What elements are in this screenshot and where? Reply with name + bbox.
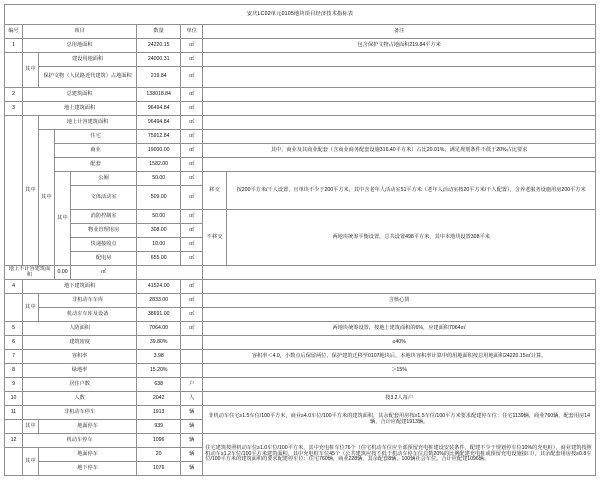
row-remark: [203, 158, 596, 172]
row-unit: ㎡: [181, 210, 203, 224]
row-index: 9: [5, 378, 23, 392]
row-quantity: 3.98: [137, 350, 181, 364]
row-remark: 包含保护文物占地面积219.84平方米: [203, 39, 596, 53]
row-unit: 辆: [181, 420, 203, 434]
table-row: [5, 53, 596, 67]
table-row: [5, 266, 596, 280]
row-remark: ≤40%: [203, 336, 596, 350]
table-row: [5, 336, 596, 350]
row-unit: 辆: [181, 406, 203, 420]
row-item: 地下停车: [39, 462, 137, 476]
row-index-blank: [5, 116, 23, 266]
row-quantity: 219.84: [137, 67, 181, 88]
row-unit: ㎡: [181, 238, 203, 252]
group-label-qizhong: 其中: [23, 53, 39, 88]
row-index: 4: [5, 280, 23, 294]
row-quantity: 2042: [137, 392, 181, 406]
row-unit: ㎡: [181, 53, 203, 67]
row-quantity: 638: [137, 378, 181, 392]
row-unit: ㎡: [181, 144, 203, 158]
row-item: 配套: [55, 158, 137, 172]
row-remark: 两地块统筹设置，按地上建筑面积的6%，应建面积7064㎡: [203, 322, 596, 336]
row-quantity: 1076: [137, 462, 181, 476]
row-quantity: 39.80%: [137, 336, 181, 350]
row-unit: ㎡: [181, 67, 203, 88]
row-unit: [181, 364, 203, 378]
header-item: 项目: [23, 25, 137, 39]
row-item: 居住户数: [23, 378, 137, 392]
row-quantity: 20: [137, 448, 181, 462]
row-remark: [203, 102, 596, 116]
row-item: 总建筑面积: [23, 88, 137, 102]
row-remark: ＞15%: [203, 364, 596, 378]
group-label-qizhong: 其中: [23, 294, 39, 322]
row-unit: ㎡: [71, 266, 137, 280]
row-item: 文体活动室: [71, 186, 137, 210]
row-item: 地上建筑面积: [23, 102, 137, 116]
row-quantity: 24220.15: [137, 39, 181, 53]
row-remark: 两地块统筹平衡设置，总共设置498平方米，其中本地块设置308平米: [227, 210, 596, 266]
table-row: [5, 210, 596, 224]
row-item: 商业: [55, 144, 137, 158]
row-quantity: 655.00: [137, 252, 181, 266]
header-index: 编号: [5, 25, 23, 39]
table-row: [5, 102, 596, 116]
row-item: 地上计容建筑面积: [39, 116, 137, 130]
row-unit: ㎡: [181, 322, 203, 336]
table-row: [5, 116, 596, 130]
row-quantity: 509.00: [137, 186, 181, 210]
row-item: 人防面积: [23, 322, 137, 336]
group-label-qizhong: 其中: [23, 420, 39, 434]
row-item: 住宅: [55, 130, 137, 144]
row-unit: ㎡: [181, 280, 203, 294]
page-title: 安庆LC02单元0105地块项目经济技术指标表: [5, 5, 596, 25]
row-item: 机动车停车: [23, 434, 137, 448]
row-quantity: 0.00: [55, 266, 71, 280]
row-remark: 其中，商业及其商业配套（含商业商务配套设施316.40平方米）占比20.01%，满足规划条件不低于20%占比要求: [203, 144, 596, 158]
row-unit: 辆: [181, 434, 203, 448]
row-quantity: 41524.00: [137, 280, 181, 294]
row-unit: [181, 336, 203, 350]
row-remark: 住宅建筑按照机动车位≥1.0车位/100平方米，其中充电桩车位76个（住宅机动车位应全部预留充电桩建设安装条件，配建不少于规划停车位10%的充电桩），商业建筑按照机动车≥1.2车位/100平方米建筑面积，其中充电桩车位45个（公共建筑应按不低于机动车停车位总数20%的比例配建充电桩或预留充电设施接口），其余配套用房按≥0.8车位/100平方米的建筑面积的要求配建停车位：住宅760辆，商业228辆，其余配套8辆，100辆社会车位。合计应配建1096辆。: [203, 434, 596, 476]
table-row: [5, 130, 596, 144]
row-quantity: 1913: [137, 406, 181, 420]
row-item: 保护文物（人民路近代建筑）占地面积: [39, 67, 137, 88]
group-label-qizhong: 其中: [23, 116, 39, 266]
row-remark: 容积率＜4.0，小数点后保留两位，保护建筑迁移至0107地块后，本地块容积率计算中的用地面积按总用地面积24220.15㎡计算。: [203, 350, 596, 364]
row-item: 机动车车库及设备: [39, 308, 137, 322]
row-item: 公厕: [71, 172, 137, 186]
row-index: 10: [5, 392, 23, 406]
row-index-blank: [5, 294, 23, 322]
table-row: [5, 392, 596, 406]
row-unit: ㎡: [181, 102, 203, 116]
row-index: 1: [5, 39, 23, 53]
row-quantity: 96494.84: [137, 116, 181, 130]
row-item: 物业管理用房: [71, 224, 137, 238]
row-item: 非机动车车库: [39, 294, 137, 308]
table-row: [5, 67, 596, 88]
row-unit: ㎡: [181, 130, 203, 144]
row-item: 快递接收点: [71, 238, 137, 252]
handover-label-yijiao: 移交: [203, 172, 227, 210]
row-index: 8: [5, 364, 23, 378]
row-quantity: 7064.00: [137, 322, 181, 336]
table-row: [5, 322, 596, 336]
row-item: 人数: [23, 392, 137, 406]
row-unit: ㎡: [181, 294, 203, 308]
row-item: 总用地面积: [23, 39, 137, 53]
row-unit: 户: [181, 378, 203, 392]
table-row: [5, 88, 596, 102]
table-row: [5, 172, 596, 186]
row-remark: [137, 266, 203, 280]
row-index-blank: [5, 448, 23, 476]
row-remark: [203, 53, 596, 67]
table-row: [5, 350, 596, 364]
row-index: 7: [5, 350, 23, 364]
row-index: 6: [5, 336, 23, 350]
row-remark: 按200平方米/千人设置，且单块不少于200平方米，其中含老年人活动室51平方米（老年人活动室按20平方米/千人配置），含养老服务设施用房200平方米: [227, 172, 596, 210]
row-index-blank: [5, 53, 23, 88]
row-index: 3: [5, 102, 23, 116]
row-item: 地上不计容建筑面积: [5, 266, 55, 280]
row-unit: ㎡: [181, 158, 203, 172]
row-quantity: 2833.00: [137, 294, 181, 308]
row-quantity: 50.00: [137, 172, 181, 186]
row-quantity: 939: [137, 420, 181, 434]
header-remark: 备注: [203, 25, 596, 39]
row-unit: ㎡: [181, 88, 203, 102]
row-unit: [181, 350, 203, 364]
header-quantity: 数量: [137, 25, 181, 39]
row-item: 消防控制室: [71, 210, 137, 224]
row-unit: 人: [181, 392, 203, 406]
row-remark: 按3.2人每户: [203, 392, 596, 406]
row-item: 建筑密度: [23, 336, 137, 350]
row-unit: ㎡: [181, 39, 203, 53]
row-quantity: 308.00: [137, 224, 181, 238]
row-item: 配电房: [71, 252, 137, 266]
table-row: [5, 144, 596, 158]
row-index-blank: [5, 420, 23, 434]
row-remark: [203, 308, 596, 322]
economic-indicators-table: [4, 4, 596, 476]
table-row: [5, 294, 596, 308]
group-label-qizhong-inner: 其中: [39, 130, 55, 266]
table-row: [5, 308, 596, 322]
row-index: 11: [5, 406, 23, 420]
row-remark: 含核心筒: [203, 294, 596, 308]
row-item: 绿地率: [23, 364, 137, 378]
row-unit: ㎡: [181, 172, 203, 186]
row-unit: ㎡: [181, 224, 203, 238]
row-quantity: 138018.84: [137, 88, 181, 102]
row-unit: ㎡: [181, 252, 203, 266]
row-quantity: 10.00: [137, 238, 181, 252]
row-quantity: 15.20%: [137, 364, 181, 378]
row-item: 地下建筑面积: [23, 280, 137, 294]
row-quantity: 50.00: [137, 210, 181, 224]
table-row: [5, 39, 596, 53]
row-remark: [203, 378, 596, 392]
row-item: 容积率: [23, 350, 137, 364]
row-quantity: 96494.84: [137, 102, 181, 116]
row-quantity: 1096: [137, 434, 181, 448]
row-unit: ㎡: [181, 308, 203, 322]
handover-label-buyijiao: 不移交: [203, 210, 227, 266]
row-item: 非机动车停车: [23, 406, 137, 420]
table-row: [5, 434, 596, 448]
row-unit: 辆: [181, 448, 203, 462]
row-remark: 非机动车住宅≥1.5车位/100平方米，商业≥4.0车位/100平方米的建筑面积，其余配套用房按≥1.5车位/100平方米要求配建停车位：住宅1139辆，商业760辆，配套用房14辆，合计应配建1913辆。: [203, 406, 596, 434]
row-remark: [203, 280, 596, 294]
row-item: 地面停车: [39, 448, 137, 462]
row-item: 建设用地面积: [39, 53, 137, 67]
row-unit: 辆: [181, 462, 203, 476]
row-unit: ㎡: [181, 116, 203, 130]
row-index: 2: [5, 88, 23, 102]
table-row: [5, 378, 596, 392]
group-label-qizhong-deep: 其中: [55, 172, 71, 266]
row-remark: [203, 116, 596, 130]
group-label-qizhong: 其中: [23, 448, 39, 476]
table-row: [5, 364, 596, 378]
row-index: 5: [5, 322, 23, 336]
row-quantity: 24000.31: [137, 53, 181, 67]
table-header-row: [5, 25, 596, 39]
row-remark: [203, 88, 596, 102]
header-unit: 单位: [181, 25, 203, 39]
row-remark: [203, 67, 596, 88]
table-row: [5, 280, 596, 294]
row-item: 地面停车: [39, 420, 137, 434]
row-quantity: 75912.84: [137, 130, 181, 144]
table-row: [5, 406, 596, 420]
table-row: [5, 158, 596, 172]
row-quantity: 1582.00: [137, 158, 181, 172]
row-unit: ㎡: [181, 186, 203, 210]
row-quantity: 19000.00: [137, 144, 181, 158]
row-remark: [203, 130, 596, 144]
row-quantity: 38691.00: [137, 308, 181, 322]
row-index: 12: [5, 434, 23, 448]
